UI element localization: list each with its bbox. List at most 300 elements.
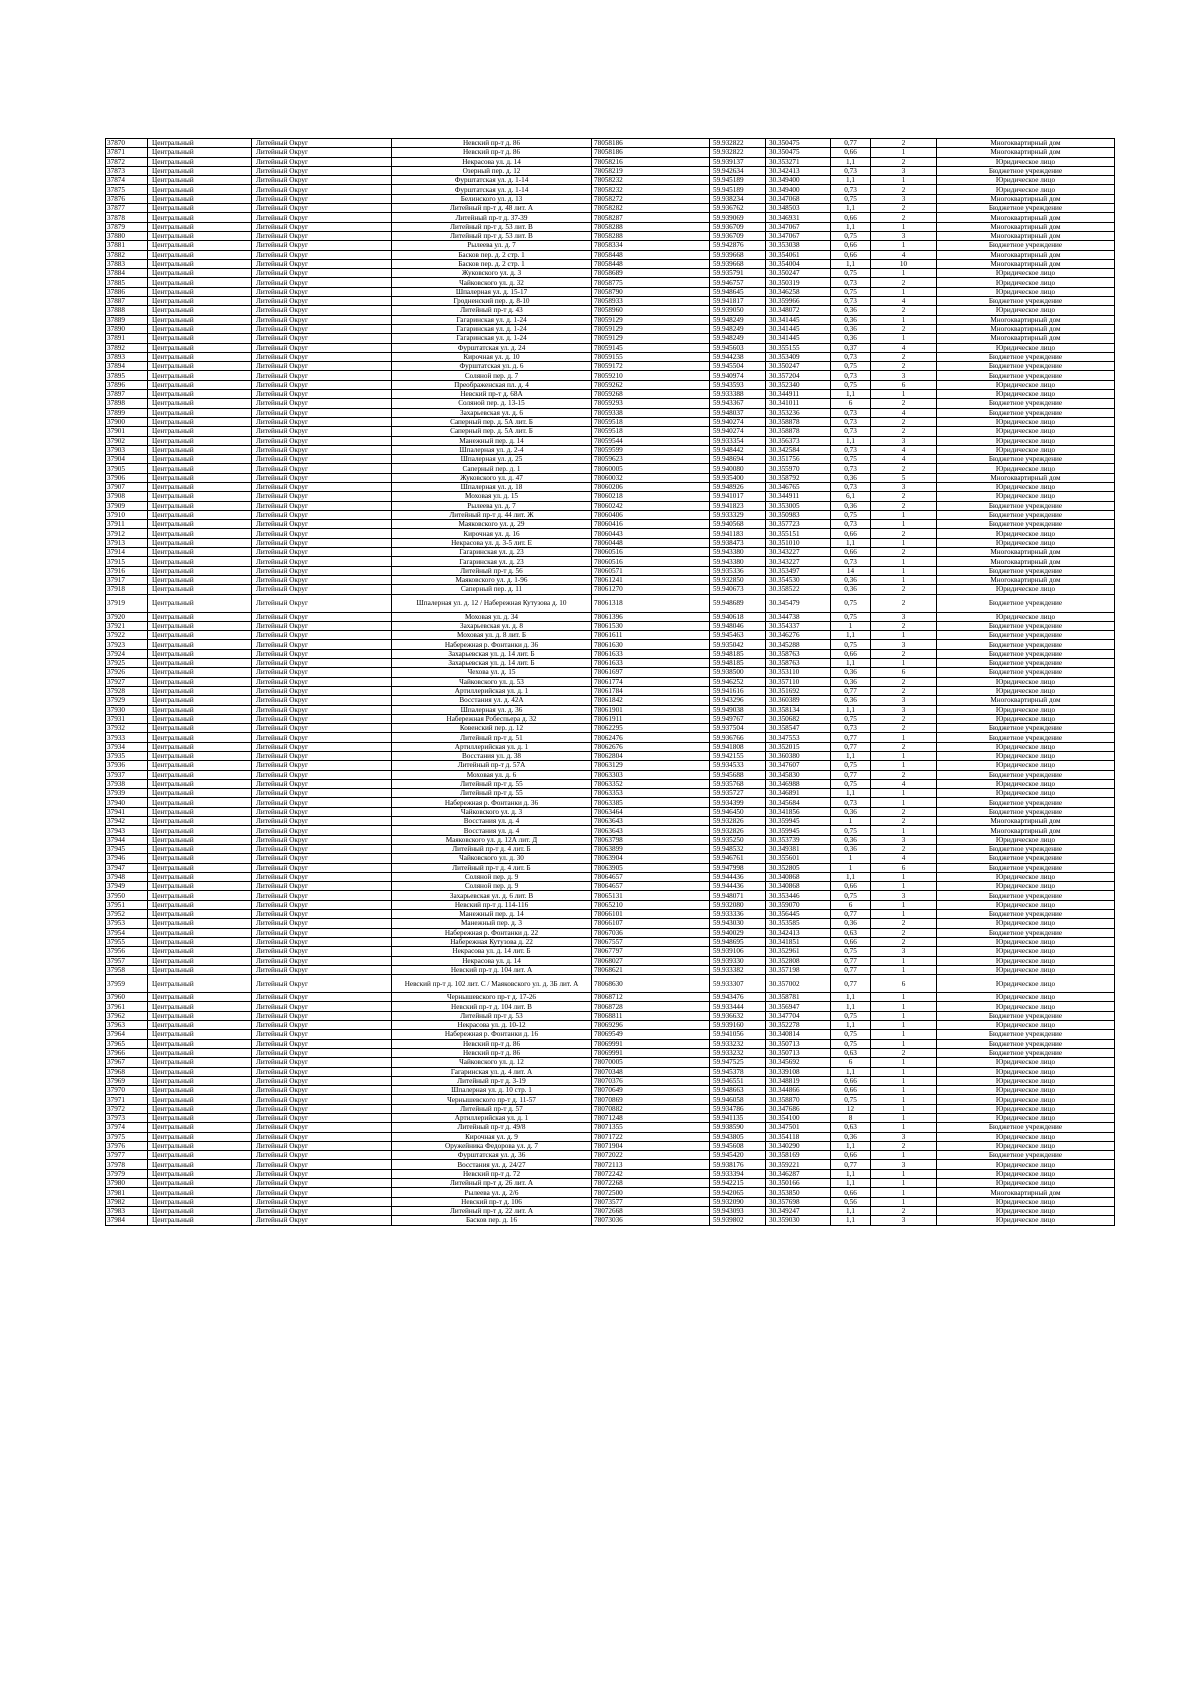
table-row — [106, 557, 1115, 566]
cell-municipal-okrug: Литейный Округ — [252, 733, 392, 742]
cell-latitude: 59.932826 — [710, 817, 766, 826]
cell-address: Чернышевского пр-т д. 11-57 — [392, 1095, 592, 1104]
table-row — [106, 269, 1115, 278]
cell-category: Юридическое лицо — [937, 343, 1115, 352]
cell-count: 1 — [871, 1058, 937, 1067]
cell-district: Центральный — [148, 557, 252, 566]
cell-coefficient: 0,66 — [831, 649, 871, 658]
cell-district: Центральный — [148, 1048, 252, 1057]
cell-municipal-okrug: Литейный Округ — [252, 343, 392, 352]
table-row — [106, 492, 1115, 501]
cell-cadastral-code: 78069549 — [592, 1030, 710, 1039]
cell-municipal-okrug: Литейный Округ — [252, 1095, 392, 1104]
cell-coefficient: 1,1 — [831, 390, 871, 399]
cell-latitude: 59.942155 — [710, 752, 766, 761]
cell-district: Центральный — [148, 752, 252, 761]
cell-id: 37898 — [106, 399, 148, 408]
cell-category: Юридическое лицо — [937, 176, 1115, 185]
cell-district: Центральный — [148, 779, 252, 788]
cell-count: 4 — [871, 250, 937, 259]
cell-id: 37890 — [106, 324, 148, 333]
cell-municipal-okrug: Литейный Округ — [252, 1169, 392, 1178]
cell-longitude: 30.353110 — [766, 668, 831, 677]
cell-municipal-okrug: Литейный Округ — [252, 1179, 392, 1188]
table-row — [106, 157, 1115, 166]
cell-cadastral-code: 78059129 — [592, 324, 710, 333]
cell-latitude: 59.948532 — [710, 844, 766, 853]
cell-cadastral-code: 78059129 — [592, 334, 710, 343]
cell-id: 37938 — [106, 779, 148, 788]
cell-municipal-okrug: Литейный Округ — [252, 297, 392, 306]
cell-cadastral-code: 78063353 — [592, 789, 710, 798]
cell-id: 37903 — [106, 445, 148, 454]
cell-longitude: 30.351010 — [766, 538, 831, 547]
cell-coefficient: 0,66 — [831, 882, 871, 891]
cell-id: 37981 — [106, 1188, 148, 1197]
cell-category: Юридическое лицо — [937, 1086, 1115, 1095]
cell-district: Центральный — [148, 315, 252, 324]
cell-address: Манежный пер. д. 3 — [392, 919, 592, 928]
cell-longitude: 30.342584 — [766, 445, 831, 454]
cell-municipal-okrug: Литейный Округ — [252, 334, 392, 343]
cell-id: 37917 — [106, 575, 148, 584]
cell-address: Шпалерная ул. д. 18 — [392, 482, 592, 491]
cell-latitude: 59.939137 — [710, 157, 766, 166]
cell-latitude: 59.940618 — [710, 612, 766, 621]
cell-cadastral-code: 78061697 — [592, 668, 710, 677]
table-row — [106, 204, 1115, 213]
cell-category: Юридическое лицо — [937, 157, 1115, 166]
cell-id: 37984 — [106, 1216, 148, 1225]
cell-category: Юридическое лицо — [937, 380, 1115, 389]
cell-cadastral-code: 78073036 — [592, 1216, 710, 1225]
cell-cadastral-code: 78072500 — [592, 1188, 710, 1197]
table-row — [106, 408, 1115, 417]
table-row — [106, 854, 1115, 863]
cell-coefficient: 0,73 — [831, 724, 871, 733]
cell-district: Центральный — [148, 157, 252, 166]
cell-category: Юридическое лицо — [937, 789, 1115, 798]
cell-address: Артиллерийская ул. д. 1 — [392, 1113, 592, 1122]
cell-category: Юридическое лицо — [937, 947, 1115, 956]
cell-coefficient: 0,63 — [831, 1123, 871, 1132]
cell-coefficient: 0,75 — [831, 1039, 871, 1048]
cell-address: Маяковского ул. д. 1-96 — [392, 575, 592, 584]
cell-count: 4 — [871, 445, 937, 454]
cell-latitude: 59.935250 — [710, 835, 766, 844]
cell-cadastral-code: 78071722 — [592, 1132, 710, 1141]
cell-municipal-okrug: Литейный Округ — [252, 473, 392, 482]
cell-municipal-okrug: Литейный Округ — [252, 919, 392, 928]
cell-longitude: 30.346931 — [766, 213, 831, 222]
table-row — [106, 1123, 1115, 1132]
cell-id: 37888 — [106, 306, 148, 315]
cell-count: 1 — [871, 575, 937, 584]
cell-id: 37950 — [106, 891, 148, 900]
cell-latitude: 59.941017 — [710, 492, 766, 501]
cell-category: Многоквартирный дом — [937, 194, 1115, 203]
cell-id: 37940 — [106, 798, 148, 807]
cell-latitude: 59.948926 — [710, 482, 766, 491]
cell-id: 37918 — [106, 585, 148, 594]
cell-latitude: 59.933444 — [710, 1002, 766, 1011]
cell-cadastral-code: 78058933 — [592, 297, 710, 306]
cell-coefficient: 0,75 — [831, 1011, 871, 1020]
cell-district: Центральный — [148, 817, 252, 826]
cell-cadastral-code: 78058186 — [592, 139, 710, 148]
table-row — [106, 1113, 1115, 1122]
cell-address: Набережная р. Фонтанки д. 36 — [392, 640, 592, 649]
cell-latitude: 59.939069 — [710, 213, 766, 222]
cell-coefficient: 0,73 — [831, 166, 871, 175]
cell-latitude: 59.939330 — [710, 956, 766, 965]
cell-district: Центральный — [148, 371, 252, 380]
cell-category: Многоквартирный дом — [937, 148, 1115, 157]
cell-district: Центральный — [148, 390, 252, 399]
table-row — [106, 1132, 1115, 1141]
table-row — [106, 826, 1115, 835]
cell-count: 3 — [871, 891, 937, 900]
cell-longitude: 30.357198 — [766, 965, 831, 974]
cell-count: 2 — [871, 844, 937, 853]
cell-cadastral-code: 78060416 — [592, 520, 710, 529]
cell-count: 2 — [871, 492, 937, 501]
cell-id: 37980 — [106, 1179, 148, 1188]
cell-municipal-okrug: Литейный Округ — [252, 548, 392, 557]
table-row — [106, 1216, 1115, 1225]
cell-category: Многоквартирный дом — [937, 548, 1115, 557]
table-row — [106, 1197, 1115, 1206]
cell-cadastral-code: 78067797 — [592, 947, 710, 956]
cell-longitude: 30.353271 — [766, 157, 831, 166]
cell-category: Юридическое лицо — [937, 956, 1115, 965]
cell-latitude: 59.947998 — [710, 863, 766, 872]
cell-coefficient: 0,73 — [831, 427, 871, 436]
cell-category: Юридическое лицо — [937, 612, 1115, 621]
cell-address: Набережная р. Фонтанки д. 36 — [392, 798, 592, 807]
cell-count: 3 — [871, 371, 937, 380]
table-row — [106, 352, 1115, 361]
cell-category: Многоквартирный дом — [937, 473, 1115, 482]
cell-coefficient: 0,73 — [831, 408, 871, 417]
cell-category: Многоквартирный дом — [937, 334, 1115, 343]
cell-id: 37872 — [106, 157, 148, 166]
cell-longitude: 30.352278 — [766, 1021, 831, 1030]
cell-municipal-okrug: Литейный Округ — [252, 371, 392, 380]
cell-cadastral-code: 78070869 — [592, 1095, 710, 1104]
cell-municipal-okrug: Литейный Округ — [252, 166, 392, 175]
cell-district: Центральный — [148, 194, 252, 203]
cell-address: Соляной пер. д. 7 — [392, 371, 592, 380]
cell-latitude: 59.933388 — [710, 390, 766, 399]
cell-address: Чехова ул. д. 15 — [392, 668, 592, 677]
cell-district: Центральный — [148, 166, 252, 175]
table-row — [106, 798, 1115, 807]
table-row — [106, 362, 1115, 371]
cell-count: 3 — [871, 1216, 937, 1225]
cell-cadastral-code: 78070005 — [592, 1058, 710, 1067]
table-row — [106, 714, 1115, 723]
cell-district: Центральный — [148, 575, 252, 584]
cell-coefficient: 0,66 — [831, 548, 871, 557]
cell-municipal-okrug: Литейный Округ — [252, 408, 392, 417]
cell-longitude: 30.342413 — [766, 166, 831, 175]
cell-municipal-okrug: Литейный Округ — [252, 817, 392, 826]
cell-municipal-okrug: Литейный Округ — [252, 798, 392, 807]
cell-id: 37873 — [106, 166, 148, 175]
cell-coefficient: 0,36 — [831, 919, 871, 928]
cell-address: Литейный пр-т д. 26 лит. А — [392, 1179, 592, 1188]
cell-address: Фурштатская ул. д. 24 — [392, 343, 592, 352]
cell-latitude: 59.941808 — [710, 742, 766, 751]
cell-cadastral-code: 78058689 — [592, 269, 710, 278]
cell-count: 2 — [871, 807, 937, 816]
cell-latitude: 59.944436 — [710, 872, 766, 881]
cell-coefficient: 0,77 — [831, 975, 871, 993]
cell-id: 37880 — [106, 231, 148, 240]
cell-id: 37919 — [106, 594, 148, 612]
cell-coefficient: 1,1 — [831, 659, 871, 668]
cell-id: 37926 — [106, 668, 148, 677]
cell-address: Гагаринская ул. д. 23 — [392, 557, 592, 566]
cell-id: 37929 — [106, 696, 148, 705]
cell-count: 1 — [871, 993, 937, 1002]
cell-count: 1 — [871, 148, 937, 157]
cell-cadastral-code: 78059599 — [592, 445, 710, 454]
table-row — [106, 882, 1115, 891]
cell-coefficient: 1,1 — [831, 1169, 871, 1178]
cell-coefficient: 0,77 — [831, 742, 871, 751]
cell-latitude: 59.943380 — [710, 557, 766, 566]
cell-cadastral-code: 78060571 — [592, 566, 710, 575]
cell-address: Литейный пр-т д. 44 лит. Ж — [392, 510, 592, 519]
cell-count: 1 — [871, 910, 937, 919]
cell-address: Невский пр-т д. 102 лит. С / Маяковского ул. д. 3Б лит. А — [392, 975, 592, 993]
cell-category: Бюджетное учреждение — [937, 1048, 1115, 1057]
cell-coefficient: 0,73 — [831, 371, 871, 380]
cell-address: Маяковского ул. д. 12А лит. Д — [392, 835, 592, 844]
cell-address: Литейный пр-т д. 4 лит. Б — [392, 863, 592, 872]
cell-longitude: 30.354337 — [766, 621, 831, 630]
cell-address: Литейный пр-т д. 53 — [392, 1011, 592, 1020]
cell-cadastral-code: 78061530 — [592, 621, 710, 630]
cell-count: 2 — [871, 621, 937, 630]
cell-coefficient: 0,66 — [831, 148, 871, 157]
cell-address: Рылеева ул. д. 7 — [392, 501, 592, 510]
cell-latitude: 59.943805 — [710, 1132, 766, 1141]
cell-address: Соляной пер. д. 9 — [392, 882, 592, 891]
cell-latitude: 59.940274 — [710, 427, 766, 436]
cell-district: Центральный — [148, 919, 252, 928]
cell-coefficient: 0,75 — [831, 510, 871, 519]
cell-id: 37907 — [106, 482, 148, 491]
cell-coefficient: 0,36 — [831, 306, 871, 315]
cell-latitude: 59.948185 — [710, 649, 766, 658]
cell-municipal-okrug: Литейный Округ — [252, 742, 392, 751]
cell-latitude: 59.945189 — [710, 185, 766, 194]
cell-coefficient: 0,36 — [831, 835, 871, 844]
cell-address: Саперный пер. д. 5А лит. Б — [392, 417, 592, 426]
cell-count: 3 — [871, 640, 937, 649]
cell-category: Юридическое лицо — [937, 900, 1115, 909]
cell-cadastral-code: 78071904 — [592, 1141, 710, 1150]
cell-coefficient: 1,1 — [831, 1021, 871, 1030]
cell-count: 1 — [871, 956, 937, 965]
table-row — [106, 371, 1115, 380]
cell-category: Бюджетное учреждение — [937, 1011, 1115, 1020]
cell-latitude: 59.938176 — [710, 1160, 766, 1169]
table-row — [106, 1021, 1115, 1030]
cell-address: Оружейника Федорова ул. д. 7 — [392, 1141, 592, 1150]
cell-cadastral-code: 78062476 — [592, 733, 710, 742]
cell-longitude: 30.345692 — [766, 1058, 831, 1067]
cell-id: 37963 — [106, 1021, 148, 1030]
cell-category: Многоквартирный дом — [937, 1188, 1115, 1197]
cell-id: 37944 — [106, 835, 148, 844]
cell-latitude: 59.943030 — [710, 919, 766, 928]
cell-latitude: 59.942876 — [710, 241, 766, 250]
cell-latitude: 59.945504 — [710, 362, 766, 371]
cell-longitude: 30.347067 — [766, 231, 831, 240]
cell-address: Литейный пр-т д. 53 лит. В — [392, 231, 592, 240]
cell-id: 37911 — [106, 520, 148, 529]
cell-count: 1 — [871, 241, 937, 250]
cell-address: Преображенская пл. д. 4 — [392, 380, 592, 389]
cell-category: Многоквартирный дом — [937, 222, 1115, 231]
cell-id: 37902 — [106, 436, 148, 445]
cell-id: 37949 — [106, 882, 148, 891]
cell-category: Юридическое лицо — [937, 538, 1115, 547]
cell-address: Невский пр-т д. 104 лит. А — [392, 965, 592, 974]
cell-address: Некрасова ул. д. 14 — [392, 157, 592, 166]
cell-id: 37908 — [106, 492, 148, 501]
cell-id: 37932 — [106, 724, 148, 733]
cell-count: 2 — [871, 185, 937, 194]
cell-longitude: 30.345684 — [766, 798, 831, 807]
cell-category: Юридическое лицо — [937, 1113, 1115, 1122]
cell-cadastral-code: 78059518 — [592, 427, 710, 436]
cell-longitude: 30.341856 — [766, 807, 831, 816]
cell-district: Центральный — [148, 417, 252, 426]
cell-count: 2 — [871, 677, 937, 686]
cell-cadastral-code: 78059172 — [592, 362, 710, 371]
cell-category: Юридическое лицо — [937, 1132, 1115, 1141]
cell-coefficient: 0,66 — [831, 937, 871, 946]
cell-municipal-okrug: Литейный Округ — [252, 686, 392, 695]
cell-address: Фурштатская ул. д. 36 — [392, 1151, 592, 1160]
cell-category: Бюджетное учреждение — [937, 566, 1115, 575]
cell-cadastral-code: 78063643 — [592, 826, 710, 835]
table-row — [106, 529, 1115, 538]
cell-id: 37951 — [106, 900, 148, 909]
cell-longitude: 30.355155 — [766, 343, 831, 352]
cell-coefficient: 0,66 — [831, 241, 871, 250]
table-row — [106, 566, 1115, 575]
cell-count: 1 — [871, 287, 937, 296]
cell-latitude: 59.942065 — [710, 1188, 766, 1197]
cell-cadastral-code: 78058775 — [592, 278, 710, 287]
cell-longitude: 30.358870 — [766, 1095, 831, 1104]
cell-cadastral-code: 78067036 — [592, 928, 710, 937]
cell-latitude: 59.940974 — [710, 371, 766, 380]
cell-latitude: 59.948249 — [710, 315, 766, 324]
cell-coefficient: 1,1 — [831, 1067, 871, 1076]
cell-municipal-okrug: Литейный Округ — [252, 259, 392, 268]
cell-address: Манежный пер. д. 14 — [392, 436, 592, 445]
cell-cadastral-code: 78061633 — [592, 659, 710, 668]
cell-coefficient: 0,75 — [831, 594, 871, 612]
cell-category: Юридическое лицо — [937, 835, 1115, 844]
cell-latitude: 59.935768 — [710, 779, 766, 788]
cell-latitude: 59.933394 — [710, 1169, 766, 1178]
cell-coefficient: 0,36 — [831, 473, 871, 482]
cell-cadastral-code: 78059145 — [592, 343, 710, 352]
cell-longitude: 30.346287 — [766, 1169, 831, 1178]
cell-district: Центральный — [148, 733, 252, 742]
cell-id: 37973 — [106, 1113, 148, 1122]
cell-count: 2 — [871, 529, 937, 538]
cell-longitude: 30.347067 — [766, 222, 831, 231]
cell-longitude: 30.355151 — [766, 529, 831, 538]
cell-latitude: 59.940029 — [710, 928, 766, 937]
cell-address: Захарьевская ул. д. 14 лит. Б — [392, 659, 592, 668]
cell-category: Бюджетное учреждение — [937, 362, 1115, 371]
cell-id: 37961 — [106, 1002, 148, 1011]
cell-coefficient: 0,63 — [831, 928, 871, 937]
cell-district: Центральный — [148, 612, 252, 621]
cell-count: 4 — [871, 854, 937, 863]
cell-address: Литейный пр-т д. 48 лит. А — [392, 204, 592, 213]
table-row — [106, 548, 1115, 557]
cell-category: Бюджетное учреждение — [937, 455, 1115, 464]
cell-coefficient: 1 — [831, 863, 871, 872]
cell-id: 37947 — [106, 863, 148, 872]
cell-latitude: 59.936766 — [710, 733, 766, 742]
cell-longitude: 30.343227 — [766, 557, 831, 566]
cell-district: Центральный — [148, 1123, 252, 1132]
cell-latitude: 59.939668 — [710, 250, 766, 259]
cell-latitude: 59.936709 — [710, 222, 766, 231]
cell-municipal-okrug: Литейный Округ — [252, 213, 392, 222]
cell-municipal-okrug: Литейный Округ — [252, 194, 392, 203]
cell-district: Центральный — [148, 222, 252, 231]
cell-category: Юридическое лицо — [937, 779, 1115, 788]
cell-cadastral-code: 78061241 — [592, 575, 710, 584]
cell-id: 37970 — [106, 1086, 148, 1095]
cell-municipal-okrug: Литейный Округ — [252, 445, 392, 454]
cell-district: Центральный — [148, 548, 252, 557]
cell-cadastral-code: 78061396 — [592, 612, 710, 621]
cell-district: Центральный — [148, 566, 252, 575]
cell-count: 1 — [871, 659, 937, 668]
cell-id: 37900 — [106, 417, 148, 426]
cell-district: Центральный — [148, 1021, 252, 1030]
cell-category: Юридическое лицо — [937, 1141, 1115, 1150]
cell-coefficient: 0,36 — [831, 844, 871, 853]
cell-id: 37884 — [106, 269, 148, 278]
cell-cadastral-code: 78059293 — [592, 399, 710, 408]
cell-coefficient: 1,1 — [831, 993, 871, 1002]
cell-latitude: 59.935336 — [710, 566, 766, 575]
table-row — [106, 1206, 1115, 1215]
cell-category: Юридическое лицо — [937, 975, 1115, 993]
cell-district: Центральный — [148, 427, 252, 436]
cell-category: Юридическое лицо — [937, 278, 1115, 287]
cell-coefficient: 1 — [831, 621, 871, 630]
cell-latitude: 59.948249 — [710, 334, 766, 343]
cell-longitude: 30.341445 — [766, 324, 831, 333]
cell-address: Набережная р. Фонтанки д. 22 — [392, 928, 592, 937]
